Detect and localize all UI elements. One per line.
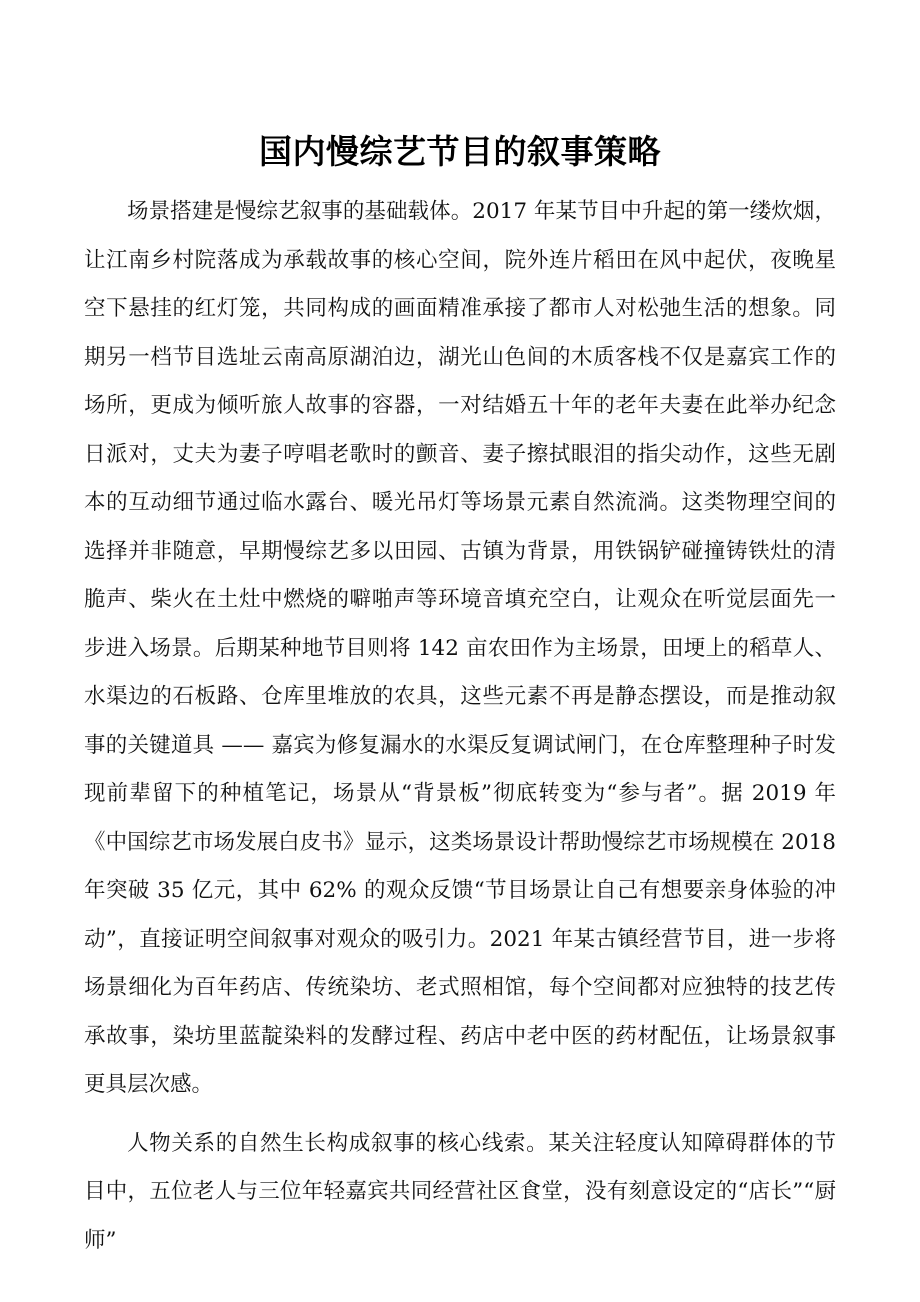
document-body xyxy=(84,188,836,1275)
paragraph-scene-building: 场景搭建是慢综艺叙事的基础载体。2017 年某节目中升起的第一缕炊烟，让江南乡村院落成为承载故事的核心空间，院外连片稻田在风中起伏，夜晚星空下悬挂的红灯笼，共同构成的画面精准承接了都市人对松弛生活的想象。同期另一档节目选址云南高原湖泊边，湖光山色间的木质客栈不仅是嘉宾工作的场所，更成为倾听旅人故事的容器，一对结婚五十年的老年夫妻在此举办纪念日派对，丈夫为妻子哼唱老歌时的颤音、妻子擦拭眼泪的指尖动作，这些无剧本的互动细节通过临水露台、暖光吊灯等场景元素自然流淌。这类物理空间的选择并非随意，早期慢综艺多以田园、古镇为背景，用铁锅铲碰撞铸铁灶的清脆声、柴火在土灶中燃烧的噼啪声等环境音填充空白，让观众在听觉层面先一步进入场景。后期某种地节目则将 142 亩农田作为主场景，田埂上的稻草人、水渠边的石板路、仓库里堆放的农具，这些元素不再是静态摆设，而是推动叙事的关键道具 —— 嘉宾为修复漏水的水渠反复调试闸门，在仓库整理种子时发现前辈留下的种植笔记，场景从“背景板”彻底转变为“参与者”。据 2019 年《中国综艺市场发展白皮书》显示，这类场景设计帮助慢综艺市场规模在 2018 年突破 35 亿元，其中 62% 的观众反馈“节目场景让自己有想要亲身体验的冲动”，直接证明空间叙事对观众的吸引力。2021 年某古镇经营节目，进一步将场景细化为百年药店、传统染坊、老式照相馆，每个空间都对应独特的技艺传承故事，染坊里蓝靛染料的发酵过程、药店中老中医的药材配伍，让场景叙事更具层次感。 xyxy=(84,199,836,1097)
paragraph-character-relations: 人物关系的自然生长构成叙事的核心线索。某关注轻度认知障碍群体的节目中，五位老人与三位年轻嘉宾共同经营社区食堂，没有刻意设定的“店长”“厨师” xyxy=(84,1130,836,1253)
document-title: 国内慢综艺节目的叙事策略 xyxy=(259,132,661,171)
